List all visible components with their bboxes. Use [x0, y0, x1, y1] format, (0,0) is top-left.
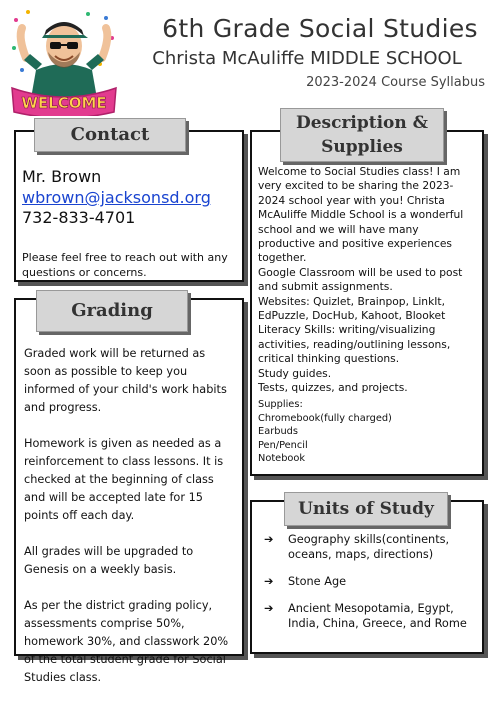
syllabus-year: 2023-2024 Course Syllabus	[306, 75, 485, 90]
list-item	[264, 532, 474, 562]
contact-note: Please feel free to reach out with any questions or concerns.	[22, 251, 228, 279]
description-line: Welcome to Social Studies class! I am very excited to be sharing the 2023-2024 school year with you! Christa McAuliffe Middle School is a wonderful school and we will have many productive and positive experiences together.	[258, 165, 464, 265]
grading-paragraph: Homework is given as needed as a reinforcement to class lessons. It is checked at the beginning of class and will be accepted late for 15 points off each day.	[24, 437, 224, 522]
description-heading-line: Supplies	[321, 137, 403, 157]
welcome-banner-text: WELCOME	[21, 94, 107, 112]
grading-paragraph: As per the district grading policy, assessments comprise 50%, homework 30%, and classwork 20% of the total student grade for Social Studies class.	[24, 599, 229, 684]
supplies-label: Supplies:	[258, 399, 303, 410]
grading-text	[24, 345, 234, 705]
grading-paragraph: All grades will be upgraded to Genesis on a weekly basis.	[24, 545, 194, 576]
supply-item: Chromebook(fully charged)	[258, 412, 392, 424]
supply-item: Earbuds	[258, 426, 298, 437]
units-list	[264, 532, 474, 643]
unit-label: Stone Age	[288, 575, 347, 588]
page-title: 6th Grade Social Studies	[162, 14, 478, 43]
grading-paragraph: Graded work will be returned as soon as possible to keep you informed of your child's work habits and progress.	[24, 347, 227, 414]
grading-heading: Grading	[36, 290, 188, 332]
supply-item: Pen/Pencil	[258, 439, 308, 451]
description-heading-line: Description &	[295, 113, 429, 133]
description-heading	[280, 108, 444, 162]
arrow-icon: ➔	[264, 575, 274, 588]
arrow-icon: ➔	[264, 533, 274, 546]
avatar	[8, 8, 120, 116]
supply-item: Notebook	[258, 453, 306, 464]
description-line: Google Classroom will be used to post and submit assignments.	[258, 265, 463, 294]
list-item	[264, 601, 474, 631]
arrow-icon: ➔	[264, 602, 274, 615]
school-name: Christa McAuliffe MIDDLE SCHOOL	[152, 48, 462, 69]
description-line: Literacy Skills: writing/visualizing activities, reading/outlining lessons, critical thinking questions.	[258, 323, 451, 366]
supplies-list	[258, 398, 476, 466]
description-line: Websites: Quizlet, Brainpop, LinkIt, EdPuzzle, DocHub, Kahoot, Blooket	[258, 294, 446, 323]
unit-label: Geography skills(continents, oceans, maps, directions)	[288, 533, 450, 561]
list-item	[264, 574, 474, 589]
description-line: Study guides.	[258, 366, 332, 380]
unit-label: Ancient Mesopotamia, Egypt, India, China, Greece, and Rome	[288, 602, 467, 630]
description-text	[258, 165, 476, 396]
phone-number: 732-833-4701	[22, 208, 136, 227]
teacher-name: Mr. Brown	[22, 167, 102, 186]
email-link[interactable]: wbrown@jacksonsd.org	[22, 188, 211, 207]
units-heading: Units of Study	[284, 492, 448, 526]
description-line: Tests, quizzes, and projects.	[258, 381, 408, 395]
contact-heading: Contact	[34, 118, 186, 152]
